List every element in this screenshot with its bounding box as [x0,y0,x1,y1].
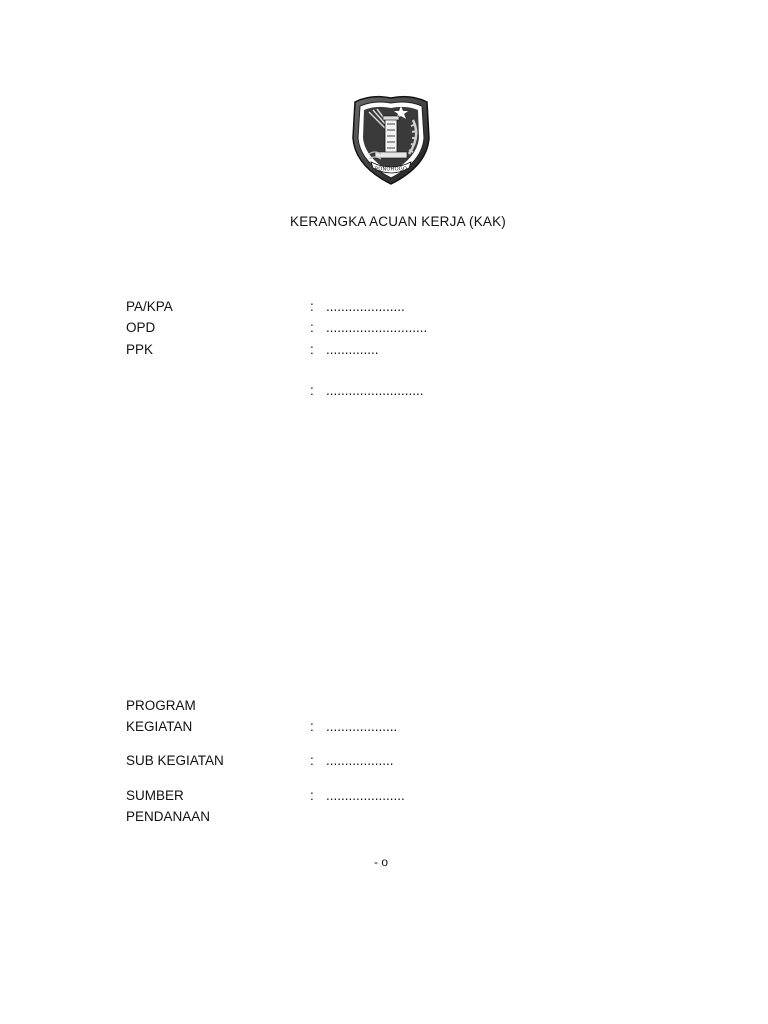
field-label: PROGRAM [126,698,196,713]
field-colon: : [310,320,314,335]
field-value: .................. [326,753,394,768]
field-label: KEGIATAN [126,719,193,734]
field-label: SUB KEGIATAN [126,753,224,768]
field-colon: : [310,788,314,803]
field-value: .......................... [326,383,424,398]
field-label: SUMBER [126,788,184,803]
field-value: ........................... [326,320,428,335]
field-value: ..................... [326,788,405,803]
field-colon: : [310,299,314,314]
field-colon: : [310,719,314,734]
svg-text:PONOROGO: PONOROGO [374,166,408,173]
field-label: PENDANAAN [126,809,211,824]
field-value: ..................... [326,299,405,314]
field-label: PA/KPA [126,299,173,314]
field-colon: : [310,383,314,398]
regency-coat-of-arms-icon [347,92,435,188]
field-colon: : [310,342,314,357]
document-title: KERANGKA ACUAN KERJA (KAK) [289,214,506,229]
field-label: PPK [126,342,154,357]
page-number: - o [373,855,388,869]
field-value: ................... [326,719,398,734]
field-colon: : [310,753,314,768]
field-label: OPD [126,320,156,335]
field-value: .............. [326,342,379,357]
